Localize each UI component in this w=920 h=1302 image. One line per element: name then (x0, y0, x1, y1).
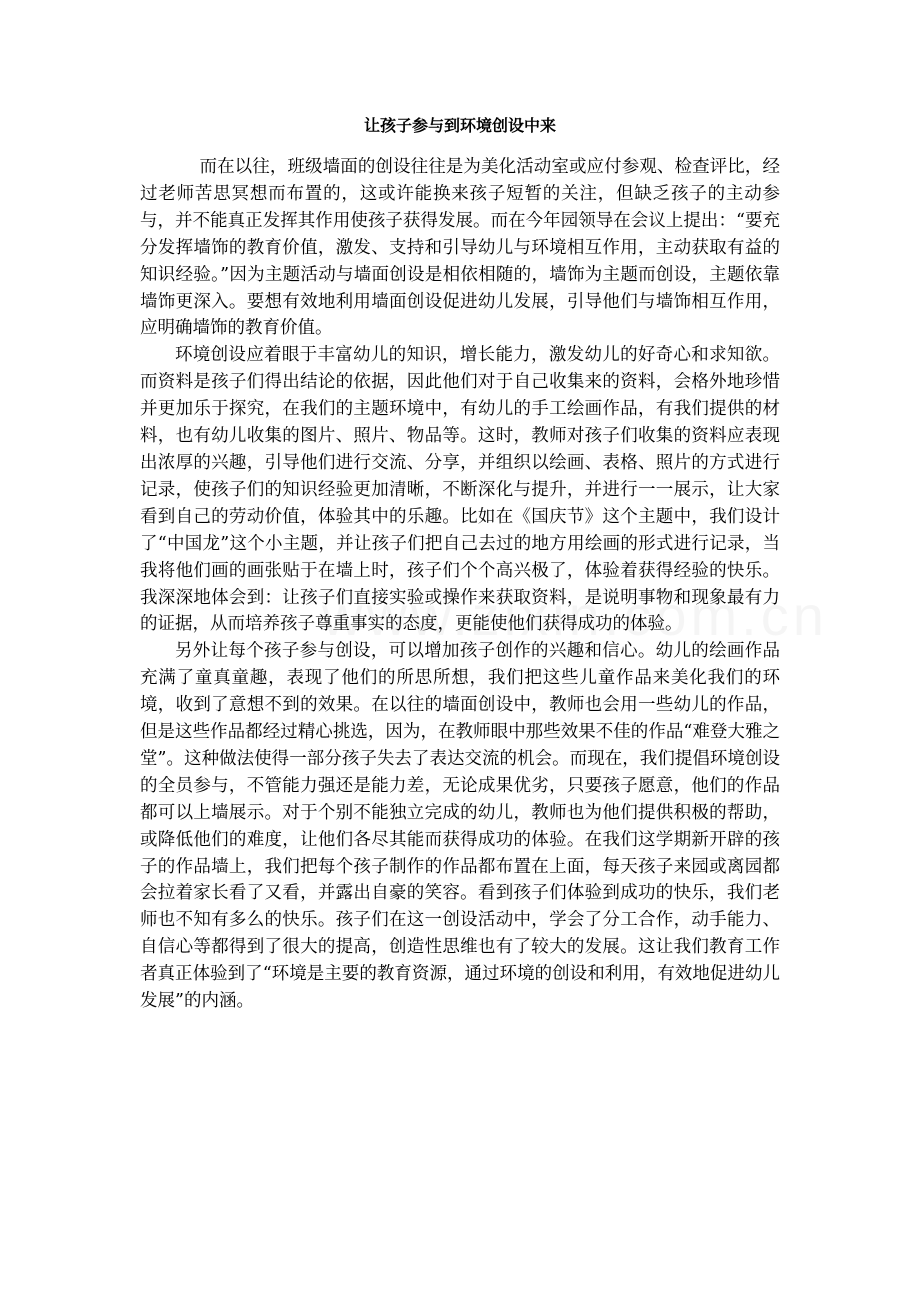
document-title: 让孩子参与到环境创设中来 (363, 116, 556, 135)
paragraph-3: 另外让每个孩子参与创设，可以增加孩子创作的兴趣和信心。幼儿的绘画作品充满了童真童趣，表现了他们的所思所想，我们把这些儿童作品来美化我们的环境，收到了意想不到的效果。在以往的墙面创设中，教师也会用一些幼儿的作品，但是这些作品都经过精心挑选，因为，在教师眼中那些效果不佳的作品“难登大雅之堂”。这种做法使得一部分孩子失去了表达交流的机会。而现在，我们提倡环境创设的全员参与，不管能力强还是能力差，无论成果优劣，只要孩子愿意，他们的作品都可以上墙展示。对于个别不能独立完成的幼儿，教师也为他们提供积极的帮助，或降低他们的难度，让他们各尽其能而获得成功的体验。在我们这学期新开辟的孩子的作品墙上，我们把每个孩子制作的作品都布置在上面，每天孩子来园或离园都会拉着家长看了又看，并露出自豪的笑容。看到孩子们体验到成功的快乐，我们老师也不知有多么的快乐。孩子们在这一创设活动中，学会了分工合作，动手能力、自信心等都得到了很大的提高，创造性思维也有了较大的发展。这让我们教育工作者真正体验到了“环境是主要的教育资源，通过环境的创设和利用，有效地促进幼儿发展”的内涵。 (140, 641, 780, 1012)
paragraph-2: 环境创设应着眼于丰富幼儿的知识，增长能力，激发幼儿的好奇心和求知欲。而资料是孩子们得出结论的依据，因此他们对于自己收集来的资料，会格外地珍惜并更加乐于探究，在我们的主题环境中，有幼儿的手工绘画作品，有我们提供的材料，也有幼儿收集的图片、照片、物品等。这时，教师对孩子们收集的资料应表现出浓厚的兴趣，引导他们进行交流、分享，并组织以绘画、表格、照片的方式进行记录，使孩子们的知识经验更加清晰，不断深化与提升，并进行一一展示，让大家看到自己的劳动价值，体验其中的乐趣。比如在《国庆节》这个主题中，我们设计了“中国龙”这个小主题，并让孩子们把自己去过的地方用绘画的形式进行记录，当我将他们画的画张贴于在墙上时，孩子们个个高兴极了，体验着获得经验的快乐。我深深地体会到：让孩子们直接实验或操作来获取资料，是说明事物和现象最有力的证据，从而培养孩子尊重事实的态度，更能使他们获得成功的体验。 (140, 345, 780, 635)
paragraph-1: 而在以往，班级墙面的创设往往是为美化活动室或应付参观、检查评比，经过老师苦思冥想而布置的，这或许能换来孩子短暂的关注，但缺乏孩子的主动参与，并不能真正发挥其作用使孩子获得发展。而在今年园领导在会议上提出：“要充分发挥墙饰的教育价值，激发、支持和引导幼儿与环境相互作用，主动获取有益的知识经验。”因为主题活动与墙面创设是相依相随的，墙饰为主题而创设，主题依靠墙饰更深入。要想有效地利用墙面创设促进幼儿发展，引导他们与墙饰相互作用，应明确墙饰的教育价值。 (140, 157, 780, 339)
document-body (140, 154, 780, 1015)
